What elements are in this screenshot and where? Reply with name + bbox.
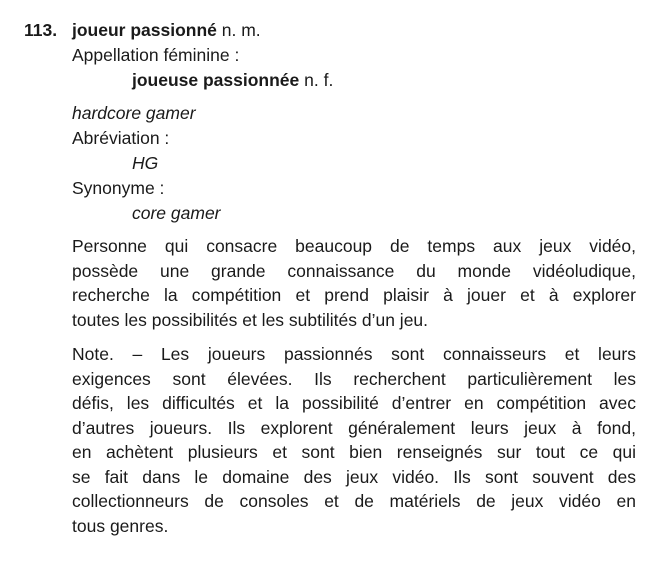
feminine-term: joueuse passionnée bbox=[132, 70, 300, 90]
note-line: collectionneurs de consoles et de matériels de jeux vidéo en bbox=[72, 491, 636, 511]
definition-line: Personne qui consacre beaucoup de temps aux jeux vidéo, bbox=[72, 236, 636, 256]
term: joueur passionné bbox=[72, 20, 217, 40]
term-grammar: n. m. bbox=[221, 20, 261, 40]
note bbox=[72, 342, 636, 538]
definition-line: recherche la compétition et prend plaisir à jouer et à explorer bbox=[72, 285, 636, 305]
note-line: tous genres. bbox=[72, 515, 169, 536]
abbreviation: HG bbox=[132, 153, 159, 173]
synonym-label: Synonyme : bbox=[72, 178, 165, 198]
abbreviation-label: Abréviation : bbox=[72, 128, 170, 148]
feminine-grammar: n. f. bbox=[304, 70, 334, 90]
english-term: hardcore gamer bbox=[72, 103, 196, 123]
entry-number: 113. bbox=[24, 20, 58, 40]
note-line: exigences sont élevées. Ils recherchent particulièrement les bbox=[72, 368, 636, 389]
definition-line: toutes les possibilités et les subtilités d’un jeu. bbox=[72, 309, 429, 330]
note-line: défis, les difficultés et la possibilité d’entrer en compétition avec bbox=[72, 393, 636, 413]
feminine-label: Appellation féminine : bbox=[72, 45, 240, 65]
feminine-line bbox=[132, 68, 333, 93]
note-line: en achètent plusieurs et sont bien renseignés sur tout ce qui bbox=[72, 442, 636, 462]
definition-line: possède une grande connaissance du monde vidéoludique, bbox=[72, 260, 636, 281]
definition bbox=[72, 234, 636, 332]
term-line bbox=[72, 18, 261, 43]
note-line: se fait dans le domaine des jeux vidéo. Ils sont souvent des bbox=[72, 466, 636, 487]
synonym: core gamer bbox=[132, 203, 221, 223]
note-line: d’autres joueurs. Ils explorent généralement leurs jeux à fond, bbox=[72, 417, 636, 438]
note-line: Note. – Les joueurs passionnés sont connaisseurs et leurs bbox=[72, 344, 636, 364]
